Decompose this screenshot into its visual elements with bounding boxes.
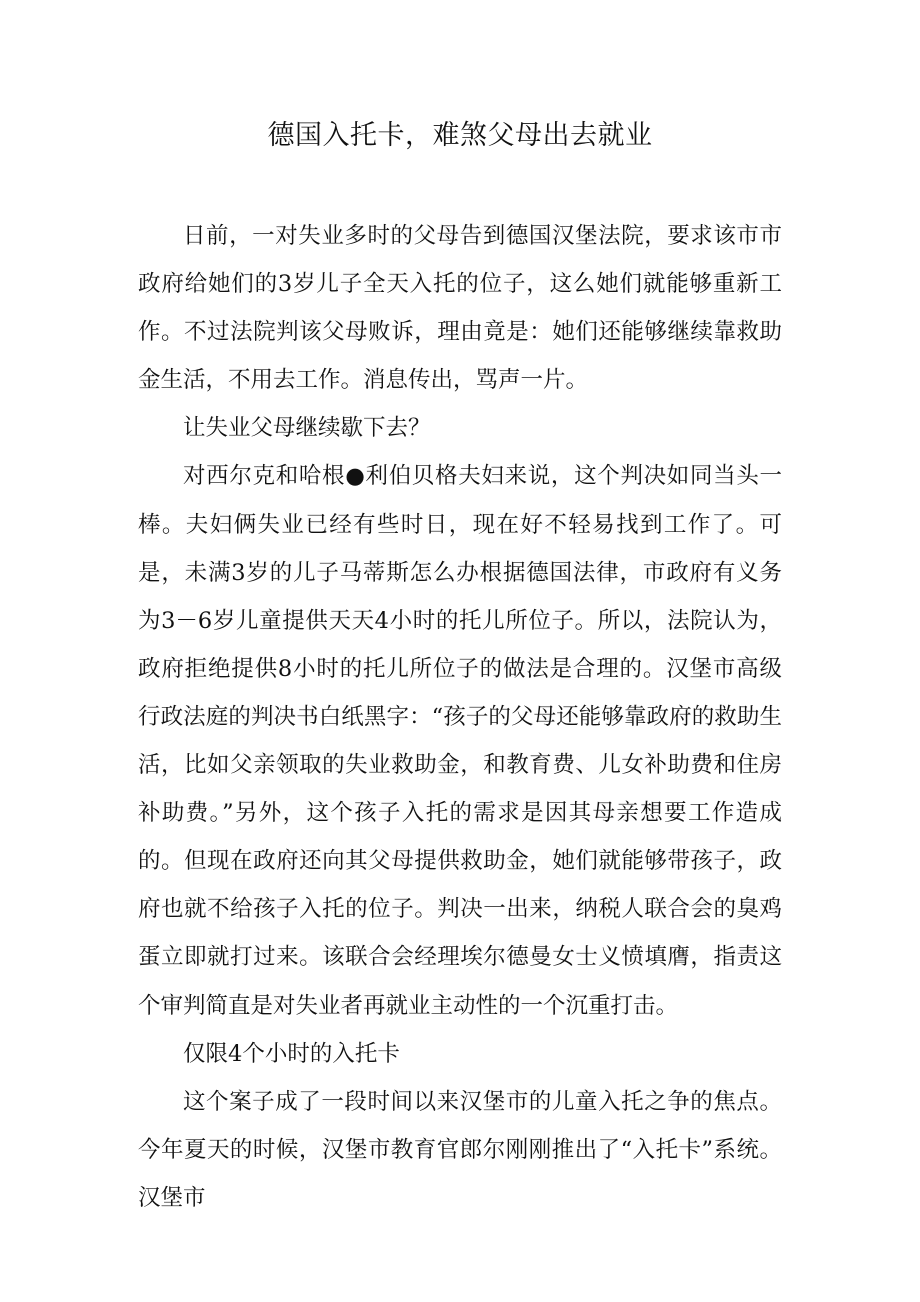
section-heading-unemployed-parents: 让失业父母继续歇下去？ bbox=[183, 415, 431, 442]
section-heading-childcare-card: 仅限4个小时的入托卡 bbox=[183, 1040, 400, 1067]
paragraph-childcare-card: 这个案子成了一段时间以来汉堡市的儿童入托之争的焦点。今年夏天的时候，汉堡市教育官郎尔刚刚推出了“入托卡”系统。汉堡市 bbox=[138, 1088, 782, 1211]
paragraph-intro: 日前，一对失业多时的父母告到德国汉堡法院，要求该市市政府给她们的3岁儿子全天入托的位子，这么她们就能够重新工作。不过法院判该父母败诉，理由竟是：她们还能够继续靠救助金生活，不用去工作。消息传出，骂声一片。 bbox=[138, 223, 782, 394]
document-body bbox=[138, 212, 782, 1222]
document-title: 德国入托卡，难煞父母出去就业 bbox=[267, 120, 653, 151]
paragraph-court-ruling: 对西尔克和哈根●利伯贝格夫妇来说，这个判决如同当头一棒。夫妇俩失业已经有些时日，现在好不轻易找到工作了。可是，未满3岁的儿子马蒂斯怎么办根据德国法律，市政府有义务为3－6岁儿童提供天天4小时的托儿所位子。所以，法院认为，政府拒绝提供8小时的托儿所位子的做法是合理的。汉堡市高级行政法庭的判决书白纸黑字：“孩子的父母还能够靠政府的救助生活，比如父亲领取的失业救助金，和教育费、儿女补助费和住房补助费。”另外，这个孩子入托的需求是因其母亲想要工作造成的。但现在政府还向其父母提供救助金，她们就能够带孩子，政府也就不给孩子入托的位子。判决一出来，纳税人联合会的臭鸡蛋立即就打过来。该联合会经理埃尔德曼女士义愤填膺，指责这个审判简直是对失业者再就业主动性的一个沉重打击。 bbox=[138, 463, 782, 1019]
